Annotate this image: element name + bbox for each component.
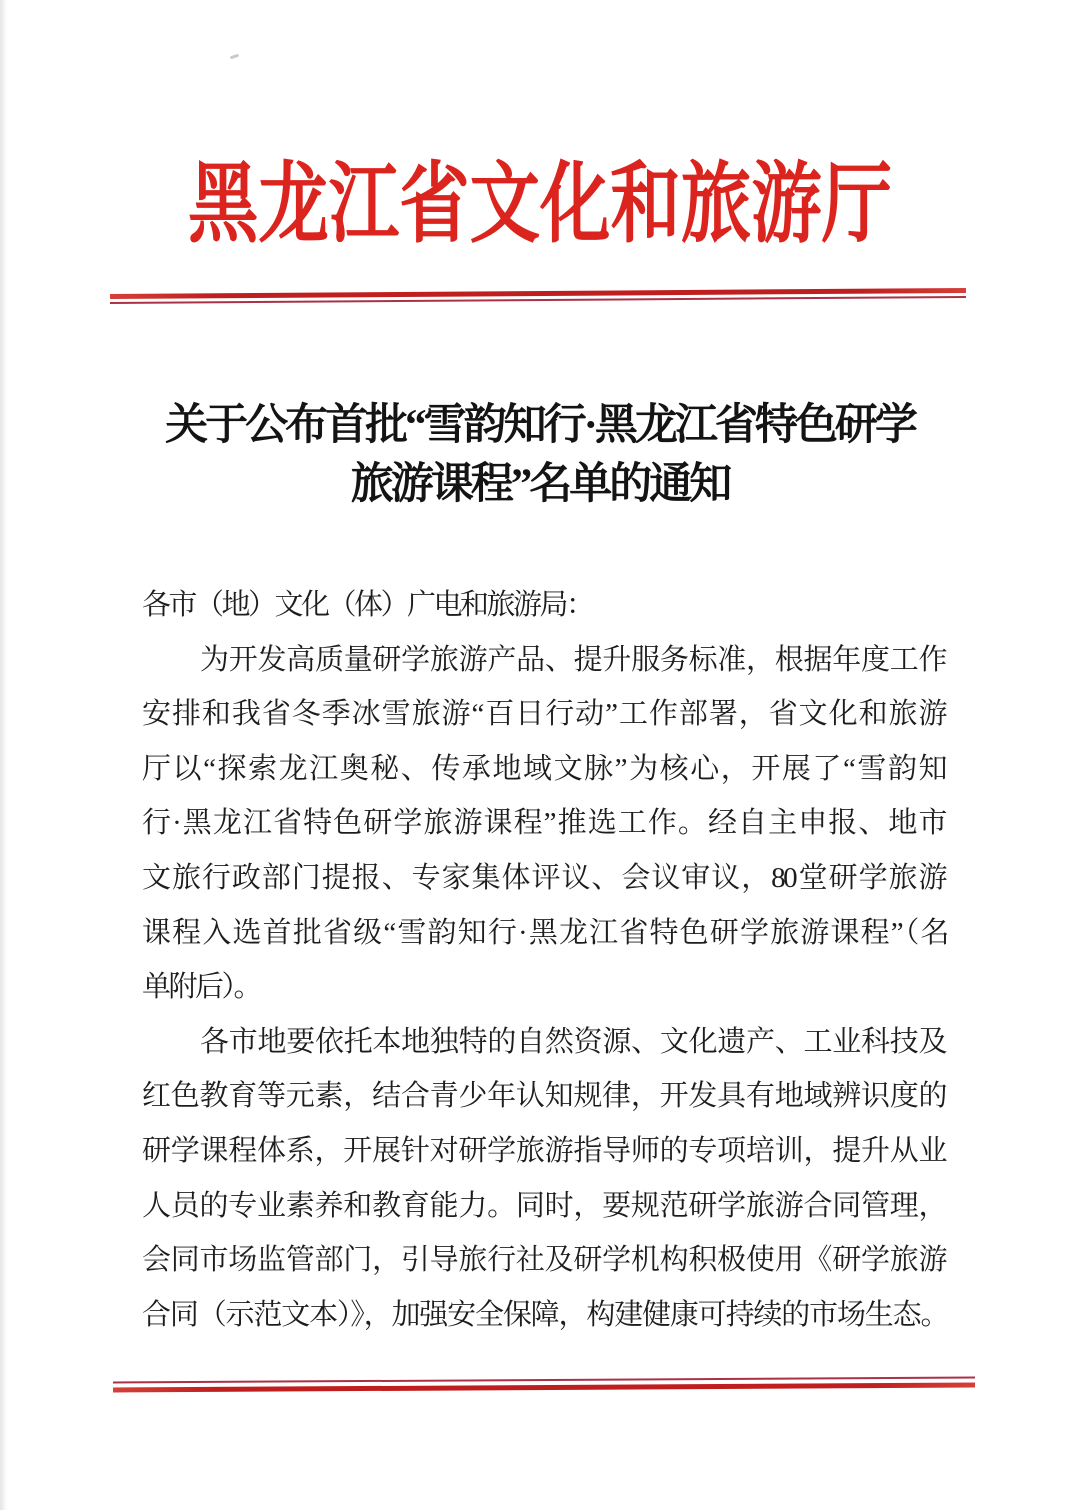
document-title <box>70 396 1010 514</box>
body-line: 为开发高质量研学旅游产品、提升服务标准，根据年度工作 <box>200 643 945 676</box>
body-line: 行·黑龙江省特色研学旅游课程”推选工作。经自主申报、地市 <box>142 807 945 840</box>
document-title-line-2: 旅游课程”名单的通知 <box>350 461 730 508</box>
scan-artifact-speck <box>230 54 239 60</box>
body-line: 会同市场监管部门，引导旅行社及研学机构积极使用《研学旅游 <box>142 1244 945 1277</box>
letterhead-agency-name: 黑龙江省文化和旅游厅 <box>187 157 893 254</box>
body-line: 合同（示范文本）》，加强安全保障，构建健康可持续的市场生态。 <box>142 1298 945 1331</box>
letterhead-double-red-rule <box>110 288 966 304</box>
body-line: 研学课程体系，开展针对研学旅游指导师的专项培训，提升从业 <box>142 1134 945 1167</box>
document-body <box>142 578 945 1342</box>
body-line: 单附后）。 <box>142 971 261 1004</box>
scan-edge-shadow <box>0 0 7 1510</box>
body-line: 文旅行政部门提报、专家集体评议、会议审议，80堂研学旅游 <box>142 861 945 894</box>
body-line: 厅以“探索龙江奥秘、传承地域文脉”为核心，开展了“雪韵知 <box>142 752 945 785</box>
body-line: 人员的专业素养和教育能力。同时，要规范研学旅游合同管理， <box>142 1189 945 1222</box>
body-line: 红色教育等元素，结合青少年认知规律，开发具有地域辨识度的 <box>142 1080 945 1113</box>
body-line: 各市地要依托本地独特的自然资源、文化遗产、工业科技及 <box>200 1025 945 1058</box>
salutation-line: 各市（地）文化（体）广电和旅游局： <box>142 589 593 621</box>
document-title-line-1: 关于公布首批“雪韵知行·黑龙江省特色研学 <box>165 402 915 449</box>
footer-double-red-rule <box>113 1377 975 1393</box>
body-line: 安排和我省冬季冰雪旅游“百日行动”工作部署，省文化和旅游 <box>142 698 945 731</box>
body-line: 课程入选首批省级“雪韵知行·黑龙江省特色研学旅游课程”（名 <box>142 916 945 949</box>
